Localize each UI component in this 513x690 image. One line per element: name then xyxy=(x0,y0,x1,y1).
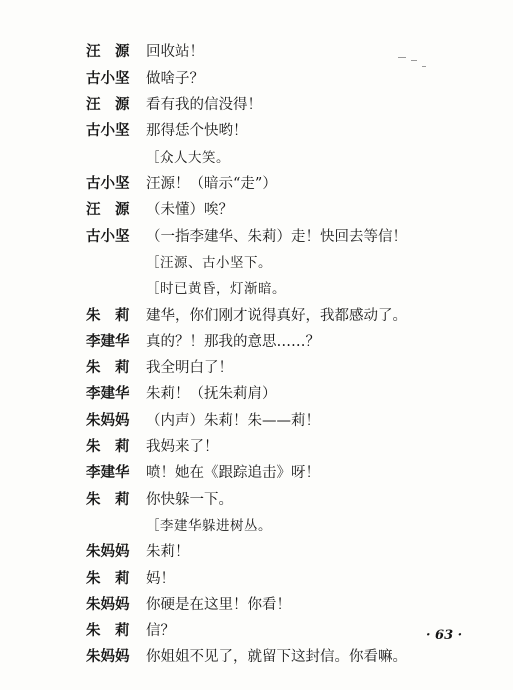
dialogue-text: （未懂）唉？ xyxy=(146,202,233,218)
speaker-name: 古小坚 xyxy=(86,175,130,192)
dialogue-text: 建华，你们刚才说得真好，我都感动了。 xyxy=(146,308,407,324)
dialogue-text: 看有我的信没得！ xyxy=(146,97,262,113)
dialogue-text: 我全明白了！ xyxy=(146,360,233,376)
scan-speck xyxy=(411,60,417,61)
stage-direction: ［众人大笑。 xyxy=(146,150,230,166)
dialogue-line xyxy=(0,410,513,432)
dialogue-text: 妈！ xyxy=(146,571,175,587)
stage-direction: ［李建华躲进树丛。 xyxy=(146,518,272,534)
dialogue-text: 喷！她在《跟踪追击》呀！ xyxy=(146,465,320,481)
stage-direction: ［时已黄昏，灯渐暗。 xyxy=(146,281,286,297)
dialogue-line xyxy=(0,120,513,142)
speaker-name: 朱 莉 xyxy=(86,622,130,639)
dialogue-text: 朱莉！（抚朱莉肩） xyxy=(146,386,277,402)
dialogue-line xyxy=(0,199,513,221)
dialogue-text: 回收站！ xyxy=(146,44,204,60)
speaker-name: 朱妈妈 xyxy=(86,648,130,665)
stage-direction: ［汪源、古小坚下。 xyxy=(146,255,272,271)
dialogue-text: 真的？！那我的意思……？ xyxy=(146,334,320,350)
speaker-name: 李建华 xyxy=(86,464,130,481)
speaker-name: 朱 莉 xyxy=(86,307,130,324)
speaker-name: 古小坚 xyxy=(86,122,130,139)
speaker-name: 李建华 xyxy=(86,385,130,402)
speaker-name: 朱 莉 xyxy=(86,491,130,508)
dialogue-text: 做啥子？ xyxy=(146,71,204,87)
speaker-name: 朱 莉 xyxy=(86,359,130,376)
dialogue-text: 信？ xyxy=(146,623,175,639)
scan-speck xyxy=(398,57,406,58)
speaker-name: 古小坚 xyxy=(86,228,130,245)
dialogue-text: 汪源！（暗示“走”） xyxy=(146,176,277,192)
speaker-name: 汪 源 xyxy=(86,201,130,218)
speaker-name: 古小坚 xyxy=(86,70,130,87)
dialogue-line xyxy=(0,646,513,668)
dialogue-text: 你姐姐不见了，就留下这封信。你看嘛。 xyxy=(146,649,407,665)
speaker-name: 朱妈妈 xyxy=(86,412,130,429)
dialogue-line xyxy=(0,94,513,116)
dialogue-line xyxy=(0,173,513,195)
dialogue-line xyxy=(0,357,513,379)
speaker-name: 李建华 xyxy=(86,333,130,350)
dialogue-line xyxy=(0,226,513,248)
speaker-name: 朱妈妈 xyxy=(86,543,130,560)
dialogue-line xyxy=(0,383,513,405)
dialogue-line xyxy=(0,594,513,616)
dialogue-line xyxy=(0,305,513,327)
dialogue-line xyxy=(0,68,513,90)
dialogue-text: 我妈来了！ xyxy=(146,439,219,455)
speaker-name: 汪 源 xyxy=(86,43,130,60)
dialogue-line xyxy=(0,147,513,169)
speaker-name: 朱 莉 xyxy=(86,570,130,587)
dialogue-text: 你硬是在这里！你看！ xyxy=(146,597,291,613)
dialogue-text: 朱莉！ xyxy=(146,544,190,560)
dialogue-line xyxy=(0,568,513,590)
dialogue-text: 那得恁个快哟！ xyxy=(146,123,248,139)
dialogue-text: 你快躲一下。 xyxy=(146,492,233,508)
dialogue-line xyxy=(0,41,513,63)
speaker-name: 汪 源 xyxy=(86,96,130,113)
dialogue-line xyxy=(0,515,513,537)
speaker-name: 朱 莉 xyxy=(86,438,130,455)
page-number: · 63 · xyxy=(426,628,463,643)
dialogue-line xyxy=(0,331,513,353)
dialogue-line xyxy=(0,462,513,484)
dialogue-line xyxy=(0,489,513,511)
scan-speck xyxy=(422,66,426,67)
dialogue-text: （内声）朱莉！朱——莉！ xyxy=(146,413,320,429)
speaker-name: 朱妈妈 xyxy=(86,596,130,613)
dialogue-line xyxy=(0,278,513,300)
dialogue-line xyxy=(0,541,513,563)
dialogue-text: （一指李建华、朱莉）走！快回去等信！ xyxy=(146,229,407,245)
dialogue-line xyxy=(0,252,513,274)
dialogue-line xyxy=(0,436,513,458)
